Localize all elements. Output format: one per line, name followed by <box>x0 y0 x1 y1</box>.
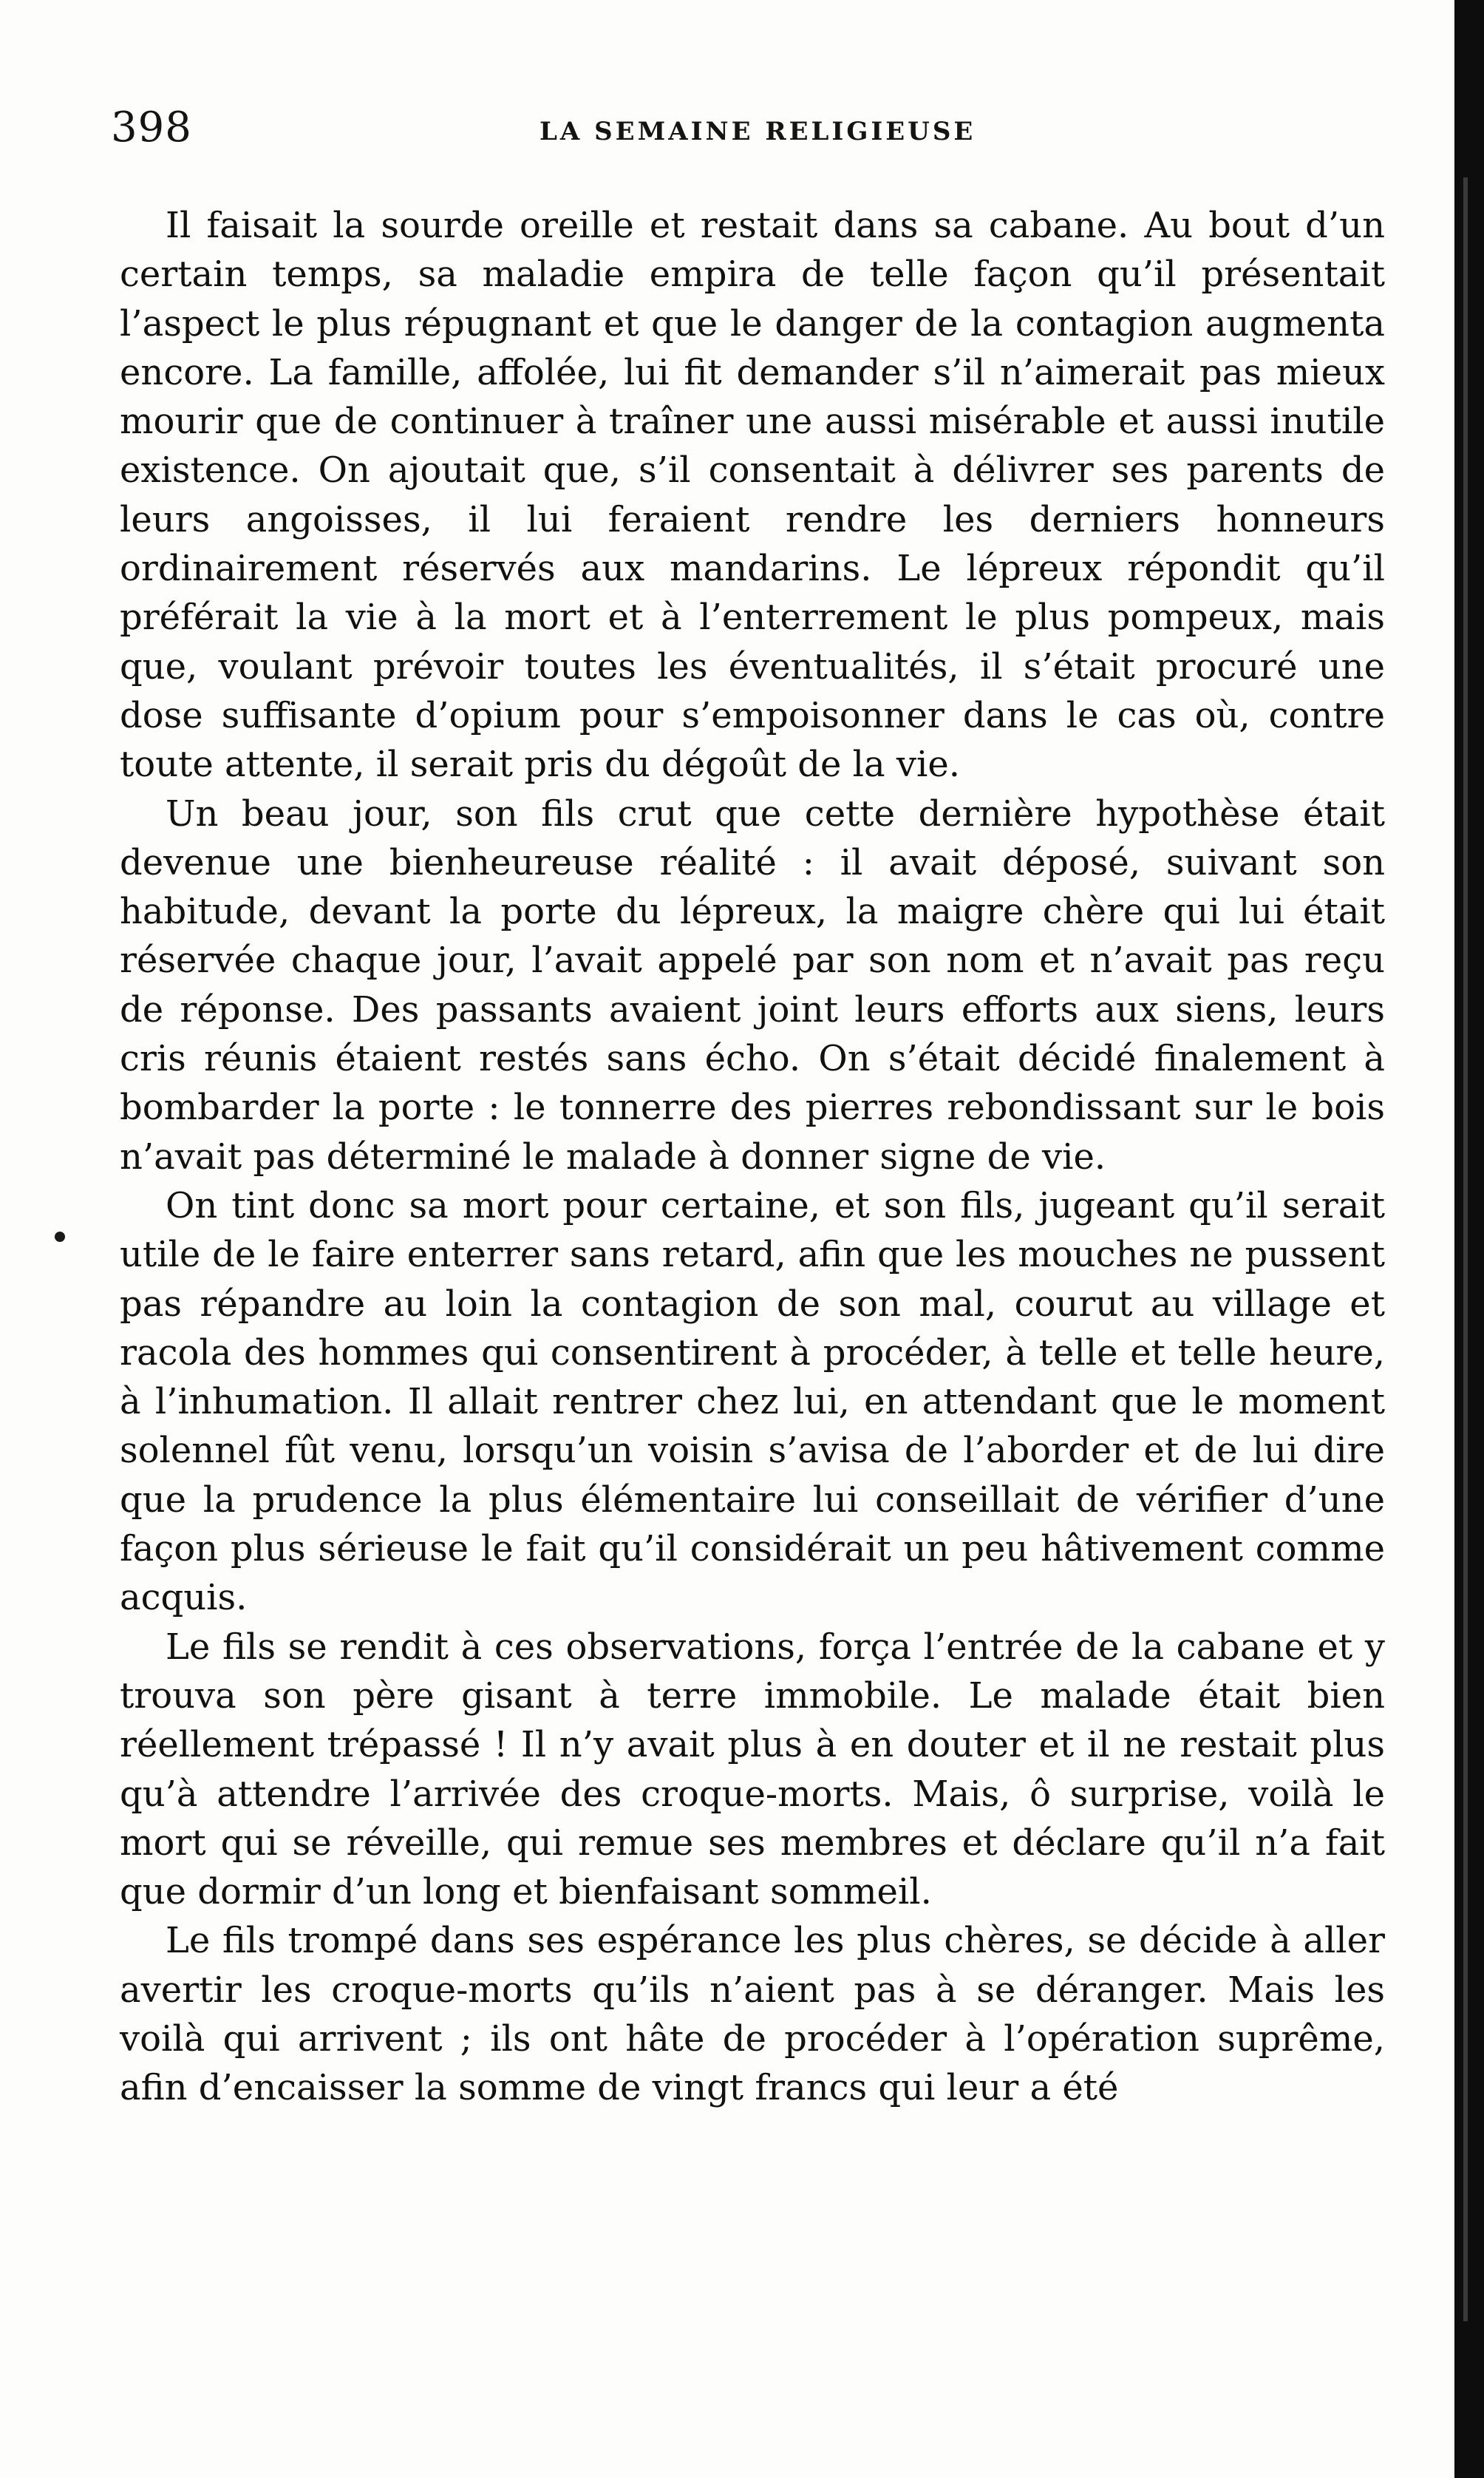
page-number: 398 <box>111 103 192 152</box>
scan-edge-shadow <box>1454 0 1484 2478</box>
body-text <box>120 201 1385 2113</box>
paragraph-4: Le fils se rendit à ces observations, força l’entrée de la cabane et y trouva son père gisant à terre immobile. Le malade était bien réellement trépassé ! Il n’y avait plus à en douter et il ne restait plus qu’à attendre l’arrivée des croque-morts. Mais, ô surprise, voilà le mort qui se réveille, qui remue ses membres et déclare qu’il n’a fait que dormir d’un long et bienfaisant sommeil. <box>120 1626 1385 1913</box>
paragraph-5: Le fils trompé dans ses espérance les plus chères, se décide à aller avertir les croque-morts qu’ils n’aient pas à se déranger. Mais les voilà qui arrivent ; ils ont hâte de procéder à l’opération suprême, afin d’encaisser la somme de vingt francs qui leur a été <box>120 1920 1385 2109</box>
margin-ink-dot <box>55 1232 65 1242</box>
paragraph-3: On tint donc sa mort pour certaine, et son fils, jugeant qu’il serait utile de le faire enterrer sans retard, afin que les mouches ne pussent pas répandre au loin la contagion de son mal, courut au village et racola des hommes qui consentirent à procéder, à telle et telle heure, à l’inhumation. Il allait rentrer chez lui, en attendant que le moment solennel fût venu, lorsqu’un voisin s’avisa de l’aborder et de lui dire que la prudence la plus élémentaire lui conseillait de vérifier d’une façon plus sérieuse le fait qu’il considérait un peu hâtivement comme acquis. <box>120 1184 1385 1619</box>
paragraph-2: Un beau jour, son fils crut que cette dernière hypothèse était devenue une bienheureuse réalité : il avait déposé, suivant son habitude, devant la porte du lépreux, la maigre chère qui lui était réservée chaque jour, l’avait appelé par son nom et n’avait pas reçu de réponse. Des passants avaient joint leurs efforts aux siens, leurs cris réunis étaient restés sans écho. On s’était décidé finalement à bombarder la porte : le tonnerre des pierres rebondissant sur le bois n’avait pas déterminé le malade à donner signe de vie. <box>120 792 1385 1178</box>
running-title: LA SEMAINE RELIGIEUSE <box>540 117 976 146</box>
paragraph-1: Il faisait la sourde oreille et restait dans sa cabane. Au bout d’un certain temps, sa maladie empira de telle façon qu’il présentait l’aspect le plus répugnant et que le danger de la contagion augmenta encore. La famille, affolée, lui fit demander s’il n’aimerait pas mieux mourir que de continuer à traîner une aussi misérable et aussi inutile existence. On ajoutait que, s’il consentait à délivrer ses parents de leurs angoisses, il lui feraient rendre les derniers honneurs ordinairement réservés aux mandarins. Le lépreux répondit qu’il préférait la vie à la mort et à l’enterrement le plus pompeux, mais que, voulant prévoir toutes les éventualités, il s’était procuré une dose suffisante d’opium pour s’empoisonner dans le cas où, contre toute attente, il serait pris du dégoût de la vie. <box>120 205 1385 786</box>
scan-edge-detail <box>1463 177 1468 2321</box>
running-header <box>111 103 1367 170</box>
